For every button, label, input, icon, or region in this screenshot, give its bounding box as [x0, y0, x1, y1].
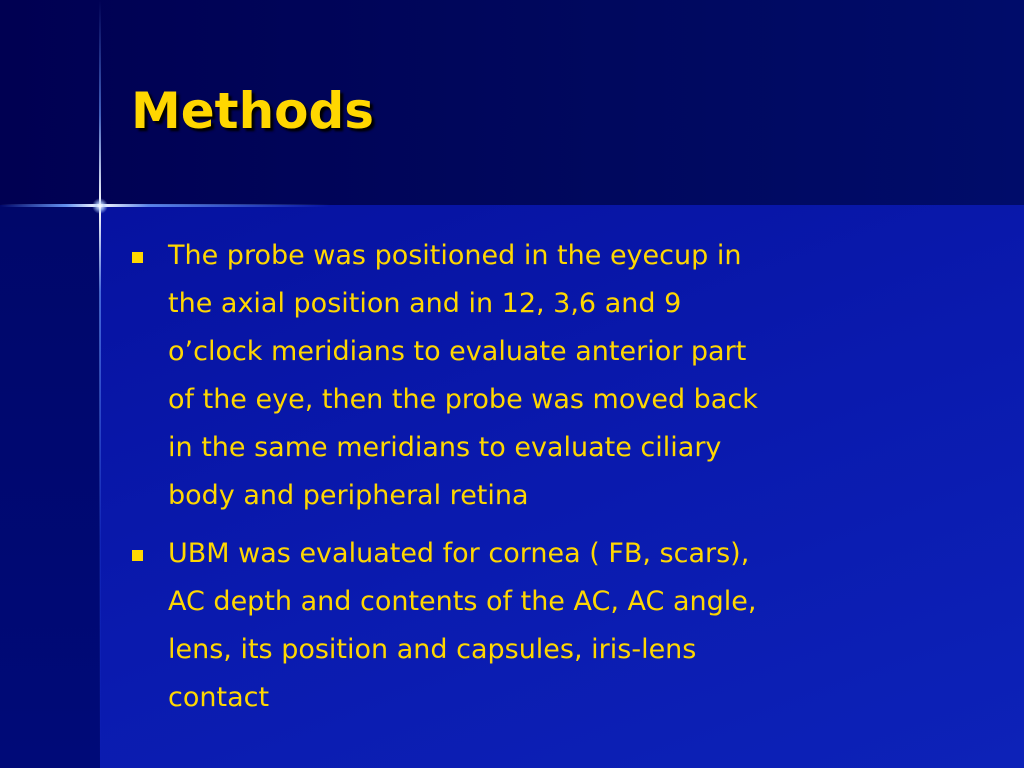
- slide-title: Methods: [131, 82, 375, 140]
- bullet-item: [130, 530, 960, 722]
- bullet-list: [130, 232, 960, 732]
- square-bullet-icon: [132, 550, 143, 561]
- vertical-accent-line: [99, 0, 101, 768]
- bullet-item: [130, 232, 960, 520]
- sparkle-icon: [92, 198, 108, 214]
- horizontal-accent-line: [0, 204, 330, 207]
- square-bullet-icon: [132, 252, 143, 263]
- left-strip: [0, 205, 100, 768]
- bullet-text: The probe was positioned in the eyecup in the axial position and in 12, 3,6 and 9 o’clock meridians to evaluate anterior part of the eye, then the probe was moved back in the same meridians to evaluate ciliary body and peripheral retina: [168, 240, 758, 511]
- bullet-text: UBM was evaluated for cornea ( FB, scars), AC depth and contents of the AC, AC angle, lens, its position and capsules, iris-lens contact: [168, 538, 757, 713]
